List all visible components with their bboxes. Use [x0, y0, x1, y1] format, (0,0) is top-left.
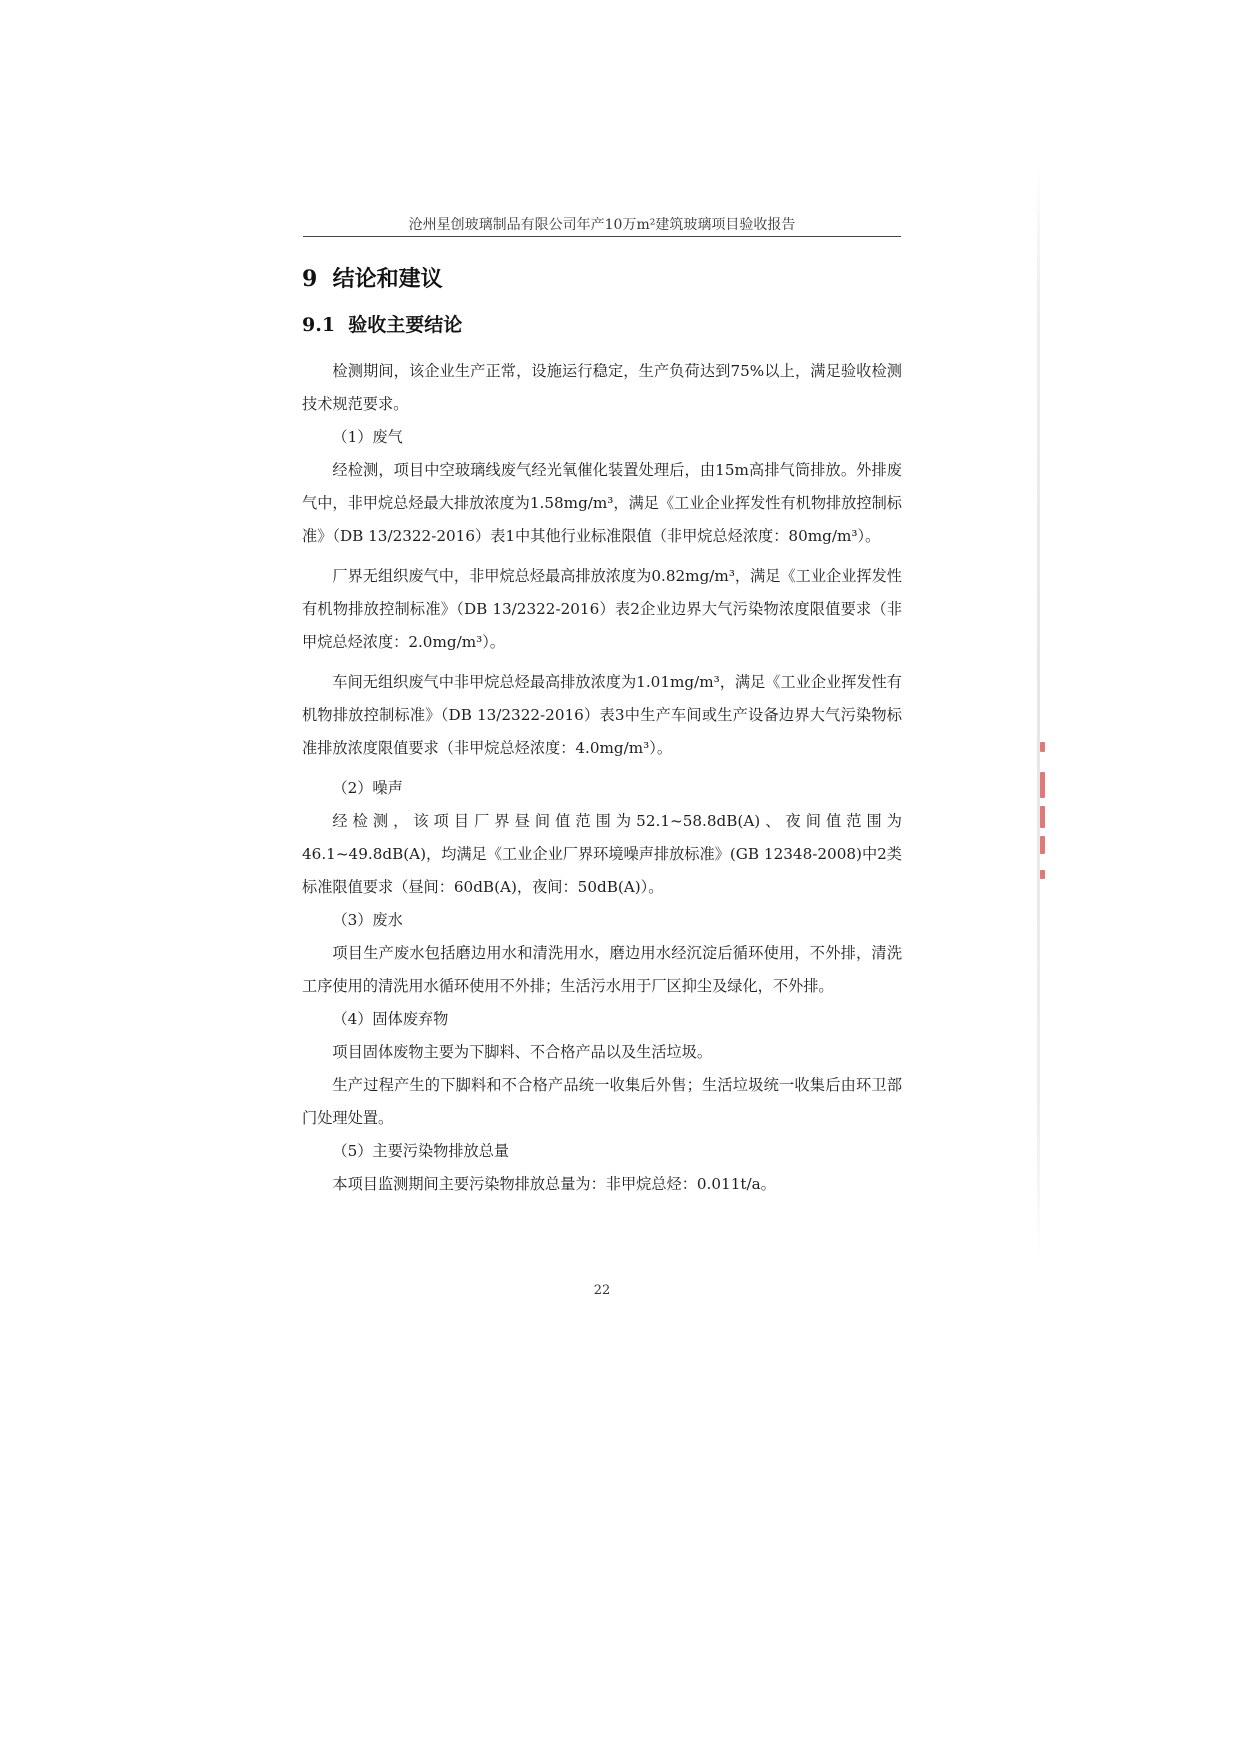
wastewater-heading: （3）废水 [332, 911, 403, 929]
chapter-title-text: 结论和建议 [332, 266, 443, 292]
intro-paragraph: 检测期间，该企业生产正常，设施运行稳定，生产负荷达到75%以上，满足验收检测技术规范要求。 [302, 362, 902, 413]
binding-margin-mark [1040, 870, 1045, 879]
waste-gas-paragraph: 经检测，项目中空玻璃线废气经光氧催化装置处理后，由15m高排气筒排放。外排废气中，非甲烷总烃最大排放浓度为1.58mg/m³，满足《工业企业挥发性有机物排放控制标准》（DB 13/2322-2016）表1中其他行业标准限值（非甲烷总烃浓度：80mg/m³）。 [302, 461, 902, 545]
noise-paragraph: 经检测，该项目厂界昼间值范围为52.1~58.8dB(A)、夜间值范围为46.1~49.8dB(A)，均满足《工业企业厂界环境噪声排放标准》(GB 12348-2008)中2类标准限值要求（昼间：60dB(A)，夜间：50dB(A)）。 [302, 812, 902, 896]
waste-gas-paragraph: 厂界无组织废气中，非甲烷总烃最高排放浓度为0.82mg/m³，满足《工业企业挥发性有机物排放控制标准》（DB 13/2322-2016）表2企业边界大气污染物浓度限值要求（非甲烷总烃浓度：2.0mg/m³）。 [302, 567, 902, 651]
report-body [302, 355, 902, 1201]
running-header: 沧州星创玻璃制品有限公司年产10万m²建筑玻璃项目验收报告 [408, 217, 796, 233]
binding-margin-mark [1040, 772, 1045, 798]
total-emission-heading: （5）主要污染物排放总量 [332, 1142, 510, 1160]
solid-waste-paragraph: 生产过程产生的下脚料和不合格产品统一收集后外售；生活垃圾统一收集后由环卫部门处理处置。 [302, 1076, 902, 1127]
page-number: 22 [593, 1283, 611, 1298]
section-title [302, 311, 462, 339]
binding-margin-mark [1040, 742, 1045, 752]
header-divider [303, 236, 901, 237]
waste-gas-heading: （1）废气 [332, 428, 403, 446]
binding-margin-mark [1040, 836, 1045, 854]
scan-edge-line [1037, 160, 1040, 1260]
section-number: 9.1 [302, 314, 336, 336]
solid-waste-heading: （4）固体废弃物 [332, 1010, 449, 1028]
chapter-number: 9 [302, 266, 318, 292]
chapter-title [302, 264, 443, 294]
section-title-text: 验收主要结论 [348, 314, 463, 336]
binding-margin-mark [1040, 806, 1045, 828]
wastewater-paragraph: 项目生产废水包括磨边用水和清洗用水，磨边用水经沉淀后循环使用，不外排，清洗工序使用的清洗用水循环使用不外排；生活污水用于厂区抑尘及绿化，不外排。 [302, 944, 902, 995]
waste-gas-paragraph: 车间无组织废气中非甲烷总烃最高排放浓度为1.01mg/m³，满足《工业企业挥发性有机物排放控制标准》（DB 13/2322-2016）表3中生产车间或生产设备边界大气污染物标准排放浓度限值要求（非甲烷总烃浓度：4.0mg/m³）。 [302, 673, 902, 757]
noise-heading: （2）噪声 [332, 779, 403, 797]
total-emission-paragraph: 本项目监测期间主要污染物排放总量为：非甲烷总烃：0.011t/a。 [332, 1175, 776, 1193]
solid-waste-paragraph: 项目固体废物主要为下脚料、不合格产品以及生活垃圾。 [332, 1043, 713, 1061]
